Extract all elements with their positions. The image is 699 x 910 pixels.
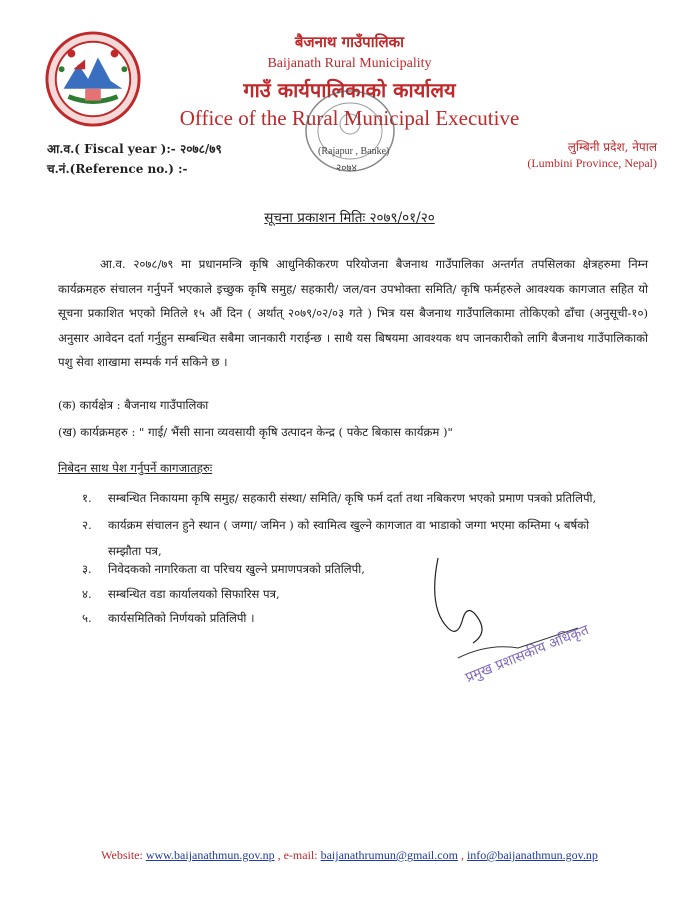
footer-email-label: , e-mail: xyxy=(277,848,318,862)
doc-item xyxy=(82,518,589,533)
doc-text: सम्बन्धित वडा कार्यालयको सिफारिस पत्र, xyxy=(108,587,280,601)
reference-no: च.नं.(Reference no.) :- xyxy=(47,162,188,176)
doc-text: कार्यसमितिको निर्णयको प्रतिलिपी । xyxy=(108,611,255,625)
municipality-name-np: बैजनाथ गाउँपालिका xyxy=(294,33,405,51)
doc-item xyxy=(82,491,596,506)
item-programs: (ख) कार्यक्रमहरु : " गाई/ भैंसी साना व्यवसायी कृषि उत्पादन केन्द्र ( पकेट बिकास कार्यक्रम )" xyxy=(58,425,453,439)
doc-text-continued: सम्झौता पत्र, xyxy=(108,544,162,558)
stamp-year: २०७४ xyxy=(336,163,357,174)
doc-text: निवेदकको नागरिकता वा परिचय खुल्ने प्रमाणपत्रको प्रतिलिपी, xyxy=(108,562,365,576)
doc-number: ४. xyxy=(82,587,92,601)
doc-text: सम्बन्धित निकायमा कृषि समुह/ सहकारी संस्था/ समिति/ कृषि फर्म दर्ता तथा नबिकरण भएको प्रमाण पत्रको प्रतिलिपी, xyxy=(108,491,597,505)
stamp-location: (Rajapur , Banke) xyxy=(318,146,390,157)
province-en: (Lumbini Province, Nepal) xyxy=(527,156,657,170)
doc-number: १. xyxy=(82,491,92,505)
doc-number: ५. xyxy=(82,611,92,625)
website-link[interactable]: www.baijanathmun.gov.np xyxy=(145,848,275,862)
office-name-en: Office of the Rural Municipal Executive xyxy=(179,106,520,130)
item-work-area: (क) कार्यक्षेत्र : बैजनाथ गाउँपालिका xyxy=(58,398,209,412)
fiscal-year: आ.व.( Fiscal year ):- २०७८/७९ xyxy=(47,142,222,156)
doc-text: कार्यक्रम संचालन हुने स्थान ( जग्गा/ जमिन ) को स्वामित्व खुल्ने कागजात वा भाडाको जग्गा भएमा कम्तिमा ५ बर्षको xyxy=(108,518,590,532)
officer-stamp-text: प्रमुख प्रशासकीय अधिकृत xyxy=(463,621,592,687)
doc-number: ३. xyxy=(82,562,92,576)
footer-separator: , xyxy=(460,848,464,862)
municipality-name-en: Baijanath Rural Municipality xyxy=(267,56,432,71)
doc-item xyxy=(82,562,365,577)
handwritten-signature xyxy=(418,548,618,698)
office-name-np: गाउँ कार्यपालिकाको कार्यालय xyxy=(243,78,456,102)
doc-item xyxy=(82,587,280,602)
footer-website-label: Website: xyxy=(101,848,143,862)
province-np: लुम्बिनी प्रदेश, नेपाल xyxy=(567,140,657,154)
footer-contact xyxy=(0,848,699,863)
notice-body-paragraph: आ.व. २०७८/७९ मा प्रधानमन्त्रि कृषि आधुनिकीकरण परियोजना बैजनाथ गाउँपालिका अन्तर्गत तपसिलका क्षेत्रहरुमा निम्न कार्यक्रमहरु संचालन गर्नुपर्ने भएकाले इच्छुक कृषि समुह/ सहकारी/ जल/वन उपभोक्ता समिति/ कृषि फर्महरुले आवश्यक कागजात सहित यो सूचना प्रकाशित भएको मितिले १५ औं दिन ( अर्थात् २०७९/०२/०३ गते ) भित्र यस बैजनाथ गाउँपालिकामा तोकिएको ढाँचा (अनुसूची-१०) अनुसार आवेदन दर्ता गर्नुहुन सम्बन्धित सबैमा जानकारी गराईन्छ । साथै यस बिषयमा आवश्यक थप जानकारीको लागि बैजनाथ गाउँपालिकाको पशु सेवा शाखामा सम्पर्क गर्न सकिने छ । xyxy=(58,257,648,369)
required-docs-heading: निबेदन साथ पेश गर्नुपर्ने कागजातहरुः xyxy=(58,461,213,475)
doc-number: २. xyxy=(82,518,92,532)
email-link-1[interactable]: baijanathrumun@gmail.com xyxy=(320,848,458,862)
notice-date-text: सूचना प्रकाशन मितिः २०७९/०१/२० xyxy=(264,210,435,226)
doc-item xyxy=(82,611,254,626)
notice-date-heading xyxy=(0,208,699,226)
email-link-2[interactable]: info@baijanathmun.gov.np xyxy=(466,848,598,862)
